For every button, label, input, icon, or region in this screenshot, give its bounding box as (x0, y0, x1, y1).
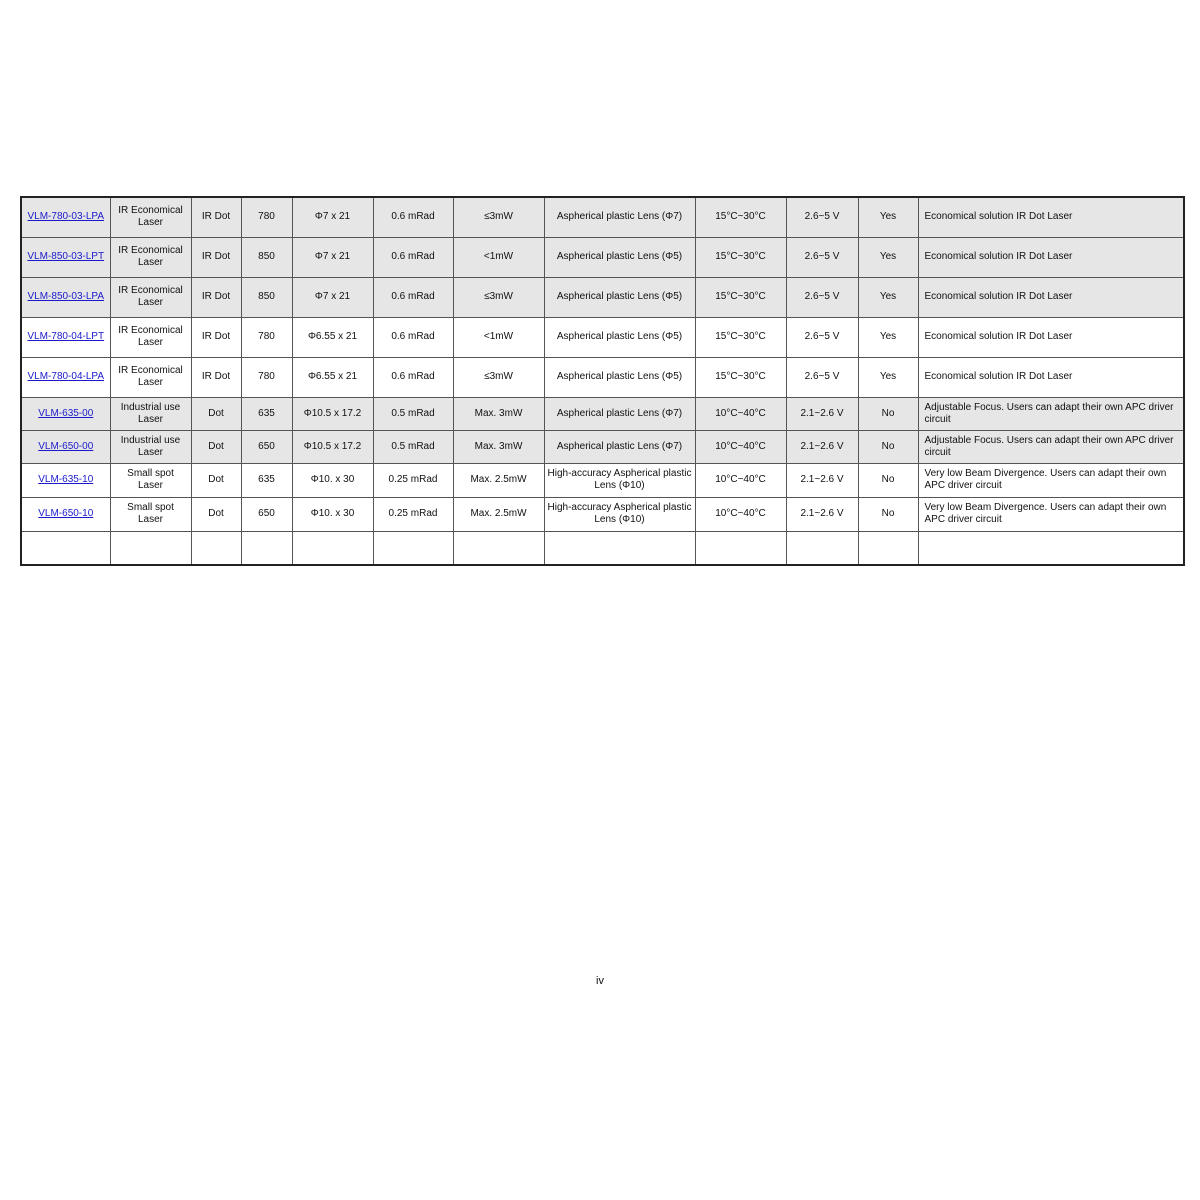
model-link[interactable]: VLM-650-10 (38, 508, 94, 519)
description-cell: Adjustable Focus. Users can adapt their own APC driver circuit (918, 397, 1184, 430)
beam-shape-cell: IR Dot (191, 197, 241, 237)
lens-cell: Aspherical plastic Lens (Φ5) (544, 357, 695, 397)
operating-temp-cell: 10°C~40°C (695, 497, 786, 531)
lens-cell: Aspherical plastic Lens (Φ7) (544, 430, 695, 463)
model-link[interactable]: VLM-850-03-LPT (27, 251, 105, 262)
apc-cell: No (858, 497, 918, 531)
output-power-cell: Max. 2.5mW (453, 463, 544, 497)
model-cell (21, 277, 110, 317)
wavelength-cell: 780 (241, 357, 292, 397)
table-row (21, 197, 1184, 237)
output-power-cell: Max. 2.5mW (453, 497, 544, 531)
table-row (21, 237, 1184, 277)
empty-cell (786, 531, 858, 565)
description-cell: Economical solution IR Dot Laser (918, 317, 1184, 357)
model-cell (21, 463, 110, 497)
operating-temp-cell: 15°C~30°C (695, 197, 786, 237)
voltage-cell: 2.6~5 V (786, 237, 858, 277)
wavelength-cell: 780 (241, 317, 292, 357)
model-cell (21, 397, 110, 430)
table-row (21, 430, 1184, 463)
dimensions-cell: Φ10.5 x 17.2 (292, 430, 373, 463)
beam-shape-cell: IR Dot (191, 237, 241, 277)
divergence-cell: 0.5 mRad (373, 430, 453, 463)
operating-temp-cell: 15°C~30°C (695, 317, 786, 357)
wavelength-cell: 780 (241, 197, 292, 237)
laser-type-cell: Industrial use Laser (110, 430, 191, 463)
output-power-cell: ≤3mW (453, 197, 544, 237)
divergence-cell: 0.25 mRad (373, 463, 453, 497)
model-link[interactable]: VLM-650-00 (38, 440, 94, 452)
operating-temp-cell: 10°C~40°C (695, 397, 786, 430)
beam-shape-cell: Dot (191, 397, 241, 430)
apc-cell: Yes (858, 277, 918, 317)
beam-shape-cell: IR Dot (191, 277, 241, 317)
divergence-cell: 0.6 mRad (373, 237, 453, 277)
operating-temp-cell: 15°C~30°C (695, 277, 786, 317)
dimensions-cell: Φ6.55 x 21 (292, 357, 373, 397)
beam-shape-cell: Dot (191, 497, 241, 531)
table-body (21, 197, 1184, 565)
beam-shape-cell: IR Dot (191, 317, 241, 357)
divergence-cell: 0.6 mRad (373, 277, 453, 317)
lens-cell: Aspherical plastic Lens (Φ5) (544, 277, 695, 317)
apc-cell: No (858, 430, 918, 463)
empty-cell (544, 531, 695, 565)
dimensions-cell: Φ10. x 30 (292, 497, 373, 531)
laser-type-cell: IR Economical Laser (110, 197, 191, 237)
laser-type-cell: Small spot Laser (110, 497, 191, 531)
operating-temp-cell: 10°C~40°C (695, 430, 786, 463)
laser-type-cell: Industrial use Laser (110, 397, 191, 430)
divergence-cell: 0.5 mRad (373, 397, 453, 430)
laser-type-cell: IR Economical Laser (110, 277, 191, 317)
output-power-cell: ≤3mW (453, 277, 544, 317)
divergence-cell: 0.25 mRad (373, 497, 453, 531)
voltage-cell: 2.1~2.6 V (786, 430, 858, 463)
voltage-cell: 2.6~5 V (786, 197, 858, 237)
wavelength-cell: 635 (241, 463, 292, 497)
empty-cell (695, 531, 786, 565)
dimensions-cell: Φ7 x 21 (292, 197, 373, 237)
dimensions-cell: Φ10. x 30 (292, 463, 373, 497)
empty-table-row (21, 531, 1184, 565)
lens-cell: Aspherical plastic Lens (Φ5) (544, 317, 695, 357)
voltage-cell: 2.1~2.6 V (786, 397, 858, 430)
operating-temp-cell: 15°C~30°C (695, 357, 786, 397)
lens-cell: Aspherical plastic Lens (Φ5) (544, 237, 695, 277)
table-row (21, 357, 1184, 397)
operating-temp-cell: 15°C~30°C (695, 237, 786, 277)
wavelength-cell: 650 (241, 430, 292, 463)
description-cell: Very low Beam Divergence. Users can adapt their own APC driver circuit (918, 463, 1184, 497)
table-row (21, 397, 1184, 430)
laser-type-cell: Small spot Laser (110, 463, 191, 497)
description-cell: Adjustable Focus. Users can adapt their own APC driver circuit (918, 430, 1184, 463)
wavelength-cell: 650 (241, 497, 292, 531)
wavelength-cell: 850 (241, 237, 292, 277)
model-cell (21, 317, 110, 357)
operating-temp-cell: 10°C~40°C (695, 463, 786, 497)
laser-spec-table-container (20, 196, 1183, 566)
voltage-cell: 2.6~5 V (786, 317, 858, 357)
voltage-cell: 2.6~5 V (786, 277, 858, 317)
dimensions-cell: Φ10.5 x 17.2 (292, 397, 373, 430)
model-cell (21, 357, 110, 397)
empty-cell (918, 531, 1184, 565)
model-link[interactable]: VLM-780-04-LPA (27, 371, 105, 382)
empty-cell (21, 531, 110, 565)
description-cell: Very low Beam Divergence. Users can adapt their own APC driver circuit (918, 497, 1184, 531)
apc-cell: No (858, 397, 918, 430)
laser-type-cell: IR Economical Laser (110, 357, 191, 397)
model-cell (21, 197, 110, 237)
wavelength-cell: 635 (241, 397, 292, 430)
laser-spec-table (20, 196, 1185, 566)
model-link[interactable]: VLM-780-04-LPT (27, 331, 105, 342)
apc-cell: Yes (858, 317, 918, 357)
description-cell: Economical solution IR Dot Laser (918, 277, 1184, 317)
apc-cell: No (858, 463, 918, 497)
divergence-cell: 0.6 mRad (373, 357, 453, 397)
voltage-cell: 2.1~2.6 V (786, 497, 858, 531)
description-cell: Economical solution IR Dot Laser (918, 357, 1184, 397)
beam-shape-cell: Dot (191, 430, 241, 463)
apc-cell: Yes (858, 357, 918, 397)
model-link[interactable]: VLM-635-00 (38, 407, 94, 419)
description-cell: Economical solution IR Dot Laser (918, 237, 1184, 277)
empty-cell (110, 531, 191, 565)
voltage-cell: 2.6~5 V (786, 357, 858, 397)
empty-cell (191, 531, 241, 565)
empty-cell (858, 531, 918, 565)
voltage-cell: 2.1~2.6 V (786, 463, 858, 497)
model-link[interactable]: VLM-850-03-LPA (27, 291, 105, 302)
model-cell (21, 430, 110, 463)
model-link[interactable]: VLM-635-10 (38, 474, 94, 485)
model-cell (21, 237, 110, 277)
table-row (21, 497, 1184, 531)
empty-cell (453, 531, 544, 565)
lens-cell: High-accuracy Aspherical plastic Lens (Φ10) (544, 497, 695, 531)
beam-shape-cell: IR Dot (191, 357, 241, 397)
lens-cell: Aspherical plastic Lens (Φ7) (544, 397, 695, 430)
dimensions-cell: Φ6.55 x 21 (292, 317, 373, 357)
table-row (21, 317, 1184, 357)
dimensions-cell: Φ7 x 21 (292, 237, 373, 277)
divergence-cell: 0.6 mRad (373, 317, 453, 357)
output-power-cell: <1mW (453, 317, 544, 357)
dimensions-cell: Φ7 x 21 (292, 277, 373, 317)
table-row (21, 463, 1184, 497)
lens-cell: High-accuracy Aspherical plastic Lens (Φ10) (544, 463, 695, 497)
laser-type-cell: IR Economical Laser (110, 317, 191, 357)
output-power-cell: <1mW (453, 237, 544, 277)
apc-cell: Yes (858, 197, 918, 237)
beam-shape-cell: Dot (191, 463, 241, 497)
empty-cell (241, 531, 292, 565)
lens-cell: Aspherical plastic Lens (Φ7) (544, 197, 695, 237)
empty-cell (373, 531, 453, 565)
laser-type-cell: IR Economical Laser (110, 237, 191, 277)
model-cell (21, 497, 110, 531)
wavelength-cell: 850 (241, 277, 292, 317)
description-cell: Economical solution IR Dot Laser (918, 197, 1184, 237)
apc-cell: Yes (858, 237, 918, 277)
output-power-cell: Max. 3mW (453, 430, 544, 463)
empty-cell (292, 531, 373, 565)
table-row (21, 277, 1184, 317)
output-power-cell: Max. 3mW (453, 397, 544, 430)
divergence-cell: 0.6 mRad (373, 197, 453, 237)
page-number: iv (596, 975, 604, 987)
output-power-cell: ≤3mW (453, 357, 544, 397)
model-link[interactable]: VLM-780-03-LPA (27, 211, 105, 223)
